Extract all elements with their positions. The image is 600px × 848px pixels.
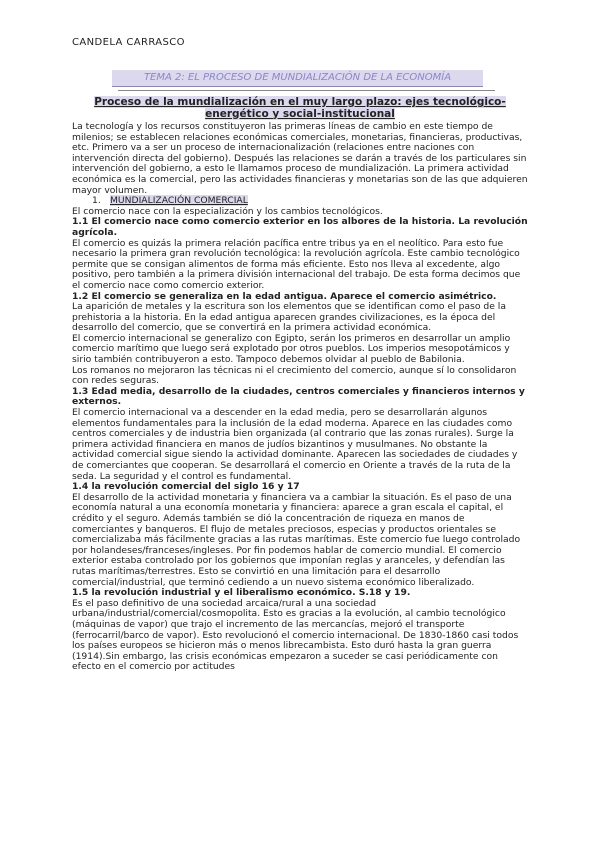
paragraph-1-5: Es el paso definitivo de una sociedad arcaica/rural a una sociedad urbana/industrial/comercial/cosmopolita. Esto es gracias a la evolución, al cambio tecnológico (máquinas de vapor) que trajo el incremento de las mercancías, mejoró el transporte (ferrocarril/barco de vapor). Esto revolucionó el comercio internacional. De 1830-1860 casi todos los países europeos se hicieron más o menos librecambista. Esto duró hasta la gran guerra (1914).Sin embargo, las crisis económicas empezaron a suceder se casi periódicamente con efecto en el comercio por actitudes [72,597,519,673]
section-label: MUNDIALIZACIÓN COMERCIAL [110,195,248,207]
subheading-1-2: 1.2 El comercio se generaliza en la edad antigua. Aparece el comercio asimétrico. [72,290,497,302]
section-number: 1. [92,195,101,207]
subheading-1-3: 1.3 Edad media, desarrollo de la ciudades, centros comerciales y financieros internos y externos. [72,385,525,408]
paragraph-1-2b: El comercio internacional se generalizo con Egipto, serán los primeros en desarrollar un amplio comercio marítimo que luego será explotado por otros pueblos. Los imperios mesopotámicos y sirio también contribuyeron a esto. Tampoco debemos olvidar al pueblo de Babilonia. [72,332,511,366]
paragraph-1-2c: Los romanos no mejoraron las técnicas ni el crecimiento del comercio, aunque sí lo consolidaron con redes seguras. [72,364,517,387]
author-name: CANDELA CARRASCO [72,37,185,48]
section-1-paragraph: El comercio nace con la especialización y los cambios tecnológicos. [72,205,383,217]
paragraph-1-2a: La aparición de metales y la escritura son los elementos que se identifican como el paso de la prehistoria a la historia. En la edad antigua aparecen grandes civilizaciones, es la época del desarrollo del comercio, que se convertirá en la primera actividad económica. [72,301,506,334]
subheading-1-1: 1.1 El comercio nace como comercio exterior en los albores de la historia. La revolución agrícola. [72,216,528,238]
subtitle-text: Proceso de la mundialización en el muy largo plazo: ejes tecnológico-energético y social-institucional [94,96,506,120]
topic-title: TEMA 2: EL PROCESO DE MUNDIALIZACIÓN DE LA ECONOMÍA [112,70,483,87]
title-divider [118,90,495,91]
document-body [72,122,528,673]
subheading-1-4: 1.4 la revolución comercial del siglo 16 y 17 [72,481,300,493]
intro-paragraph: La tecnología y los recursos constituyeron las primeras líneas de cambio en este tiempo de milenios; se establecen relaciones económicas comerciales, monetarias, financieras, productivas, etc. Primero va a ser un proceso de internacionalización (relaciones entre naciones con intervención directa del gobierno). Después las relaciones se darán a través de los particulares sin intervención del gobierno, a esto le llamamos proceso de mundialización. La primera actividad económica es la comercial, pero las actividades financieras y monetarias son de las que adquieren mayor volumen. [72,121,528,196]
subheading-1-5: 1.5 la revolución industrial y el liberalismo económico. S.18 y 19. [72,587,411,599]
paragraph-1-3: El comercio internacional va a descender en la edad media, pero se desarrollarán algunos elementos fundamentales para la inclusión de la edad moderna. Aparece en las ciudades como centros comerciales y de industria bien organizada (al contrario que las zonas rurales). Surge la primera actividad financiera en manos de judíos bizantinos y musulmanes. No obstante la actividad comercial sigue siendo la actividad dominante. Aparecen las sociedades de ciudades y de comerciantes que cooperan. Se desarrollará el comercio en Oriente a través de la ruta de la seda. La seguridad y el control es fundamental. [72,407,518,482]
section-subtitle [72,97,528,120]
paragraph-1-1: El comercio es quizás la primera relación pacífica entre tribus ya en el neolítico. Para esto fue necesario la primera gran revolución tecnológica: la revolución agrícola. Este cambio tecnológico permite que se consigan alimentos de forma más eficiente. Esto nos lleva al excedente, algo positivo, pero también a la primera división internacional del trabajo. De esta forma decimos que el comercio nace como comercio exterior. [72,237,521,291]
paragraph-1-4: El desarrollo de la actividad monetaria y financiera va a cambiar la situación. Es el paso de una economía natural a una economía monetaria y financiera: aparece a gran escala el capital, el crédito y el seguro. Además también se dió la concentración de riqueza en manos de comerciantes y banqueros. El flujo de metales preciosos, especias y productos orientales se comercializaba más fácilmente gracias a las rutas marítimas. Este comercio fue luego controlado por holandeses/franceses/ingleses. Por fin podemos hablar de comercio mundial. El comercio exterior estaba controlado por los gobiernos que imponían reglas y aranceles, y defendían las rutas marítimas/terrestres. Esto se convirtió en una limitación para el desarrollo comercial/industrial, que terminó cediendo a un nuevo sistema económico liberalizado. [72,491,521,588]
